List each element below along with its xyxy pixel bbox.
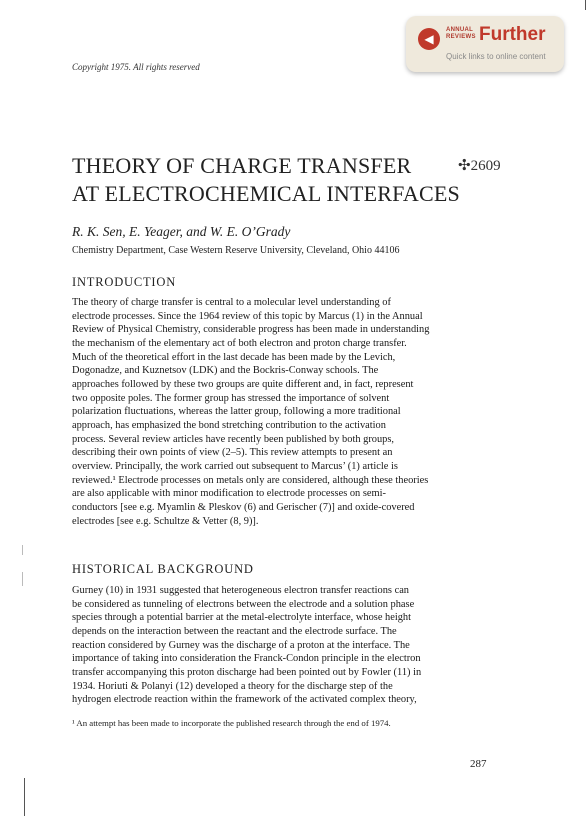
paragraph-line: be considered as tunneling of electrons between the electrode and a solution phase: [72, 598, 415, 610]
paragraph-line: Review of Physical Chemistry, considerable progress has been made in understanding: [72, 324, 430, 336]
article-title: [72, 152, 460, 208]
paragraph-line: two opposite poles. The former group has stressed the importance of solvent: [72, 392, 390, 404]
footnote: ¹ An attempt has been made to incorporate the published research through the end of 1974.: [72, 718, 391, 728]
section-heading-historical-background: HISTORICAL BACKGROUND: [72, 562, 254, 576]
introduction-paragraph: [72, 296, 488, 528]
author-affiliation: Chemistry Department, Case Western Reserve University, Cleveland, Ohio 44106: [72, 245, 400, 256]
paragraph-line: electrodes [see e.g. Schultze & Vetter (8, 9)].: [72, 515, 259, 527]
title-line-1: THEORY OF CHARGE TRANSFER: [72, 153, 412, 178]
paragraph-line: hydrogen electrode reaction within the framework of the activated complex theory,: [72, 694, 417, 706]
paragraph-line: Dogonadze, and Kuznetsov (LDK) and the Bockris-Conway schools. The: [72, 365, 379, 377]
title-line-2: AT ELECTROCHEMICAL INTERFACES: [72, 181, 460, 206]
section-heading-introduction: INTRODUCTION: [72, 275, 177, 289]
paragraph-line: the mechanism of the elementary act of both electron and proton charge transfer.: [72, 337, 407, 349]
page-number: 287: [470, 758, 487, 770]
further-label: Further: [479, 24, 546, 45]
margin-mark: [24, 778, 25, 816]
paragraph-line: electrode processes. Since the 1964 review of this topic by Marcus (1) in the Annual: [72, 310, 423, 322]
paragraph-line: polarization fluctuations, whereas the latter group, following a more traditional: [72, 406, 401, 418]
margin-mark: [22, 572, 23, 586]
paragraph-line: depends on the interaction between the reactant and the electrode surface. The: [72, 625, 397, 637]
paragraph-line: approaches followed by these two groups are quite different and, in fact, represent: [72, 378, 414, 390]
margin-mark: [22, 545, 23, 555]
paragraph-line: are also applicable with minor modification to electrode processes on semi-: [72, 488, 386, 500]
article-code: ✣2609: [458, 158, 501, 174]
annual-reviews-logo-icon: ◀: [418, 28, 440, 50]
paragraph-line: reaction considered by Gurney was the discharge of a proton at the interface. The: [72, 639, 410, 651]
further-subtitle: Quick links to online content: [446, 52, 546, 61]
paragraph-line: conductors [see e.g. Myamlin & Pleskov (6) and Gerischer (7)] and oxide-covered: [72, 501, 415, 513]
paragraph-line: importance of taking into consideration the Franck-Condon principle in the electron: [72, 653, 421, 665]
paragraph-line: process. Several review articles have recently been published by both groups,: [72, 433, 395, 445]
further-links-badge[interactable]: [406, 16, 564, 72]
paragraph-line: The theory of charge transfer is central to a molecular level understanding of: [72, 297, 391, 308]
author-list: R. K. Sen, E. Yeager, and W. E. O’Grady: [72, 224, 291, 239]
paragraph-line: Much of the theoretical effort in the last decade has been made by the Levich,: [72, 351, 396, 363]
copyright-notice: Copyright 1975. All rights reserved: [72, 62, 200, 72]
paragraph-line: overview. Principally, the work carried out subsequent to Marcus’ (1) article is: [72, 460, 398, 472]
paragraph-line: approach, has emphasized the bond stretching contribution to the activation: [72, 419, 386, 431]
paragraph-line: Gurney (10) in 1931 suggested that heterogeneous electron transfer reactions can: [72, 585, 409, 596]
paragraph-line: reviewed.¹ Electrode processes on metals only are considered, although these theories: [72, 474, 429, 486]
paragraph-line: species through a potential barrier at the metal-electrolyte interface, whose height: [72, 612, 411, 624]
annual-label: ANNUAL: [446, 27, 474, 33]
paragraph-line: transfer accompanying this proton discharge had been pointed out by Fowler (11) in: [72, 666, 422, 678]
historical-paragraph: [72, 584, 488, 707]
reviews-label: REVIEWS: [446, 34, 476, 40]
paragraph-line: 1934. Horiuti & Polanyi (12) developed a theory for the discharge step of the: [72, 680, 393, 692]
margin-mark: [585, 0, 586, 10]
paragraph-line: describing their own points of view (2–5). This review attempts to present an: [72, 447, 393, 459]
